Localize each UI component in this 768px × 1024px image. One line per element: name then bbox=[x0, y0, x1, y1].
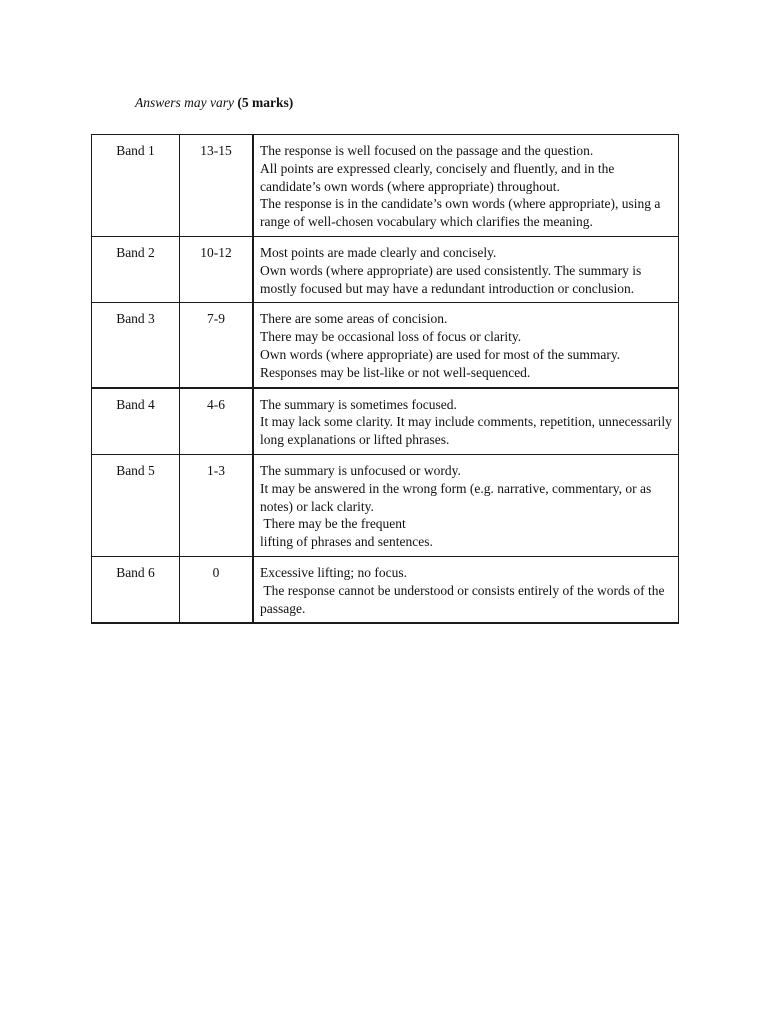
heading bbox=[135, 94, 293, 112]
band-descriptor bbox=[253, 388, 679, 455]
table-row bbox=[92, 236, 679, 302]
descriptor-line: There are some areas of concision. bbox=[260, 311, 448, 327]
band-label: Band 2 bbox=[92, 236, 180, 302]
band-descriptor bbox=[253, 135, 679, 237]
band-label: Band 4 bbox=[92, 388, 180, 455]
descriptor-line: The response is well focused on the passage and the question. bbox=[260, 143, 594, 158]
band-descriptor bbox=[253, 454, 679, 556]
band-label: Band 1 bbox=[92, 135, 180, 237]
score-range: 1-3 bbox=[180, 454, 254, 556]
band-label: Band 6 bbox=[92, 556, 180, 623]
table-row bbox=[92, 135, 679, 237]
table-row bbox=[92, 303, 679, 388]
descriptor-line: The response is in the candidate’s own words (where appropriate), using a range of well-chosen vocabulary which clarifies the meaning. bbox=[260, 196, 664, 230]
heading-note: Answers may vary bbox=[135, 95, 234, 110]
score-range: 10-12 bbox=[180, 236, 254, 302]
table-row bbox=[92, 454, 679, 556]
table-row bbox=[92, 388, 679, 455]
band-label: Band 5 bbox=[92, 454, 180, 556]
marking-rubric-table bbox=[91, 134, 679, 624]
descriptor-line: There may be occasional loss of focus or clarity. bbox=[260, 329, 522, 345]
table-row bbox=[92, 556, 679, 623]
band-descriptor bbox=[253, 303, 679, 388]
descriptor-line: There may be the frequent bbox=[260, 516, 406, 532]
band-descriptor bbox=[253, 556, 679, 623]
descriptor-line: It may be answered in the wrong form (e.g. narrative, commentary, or as notes) or lack clarity. bbox=[260, 480, 655, 514]
score-range: 0 bbox=[180, 556, 254, 623]
descriptor-line: The summary is sometimes focused. bbox=[260, 396, 457, 412]
descriptor-line: All points are expressed clearly, concisely and fluently, and in the candidate’s own words (where appropriate) throughout. bbox=[260, 160, 618, 194]
score-range: 13-15 bbox=[180, 135, 254, 237]
band-label: Band 3 bbox=[92, 303, 180, 388]
descriptor-line: The response cannot be understood or consists entirely of the words of the passage. bbox=[260, 582, 668, 616]
descriptor-line: The summary is unfocused or wordy. bbox=[260, 462, 461, 478]
descriptor-line: Own words (where appropriate) are used consistently. The summary is mostly focused but may have a redundant introduction or conclusion. bbox=[260, 262, 645, 296]
score-range: 4-6 bbox=[180, 388, 254, 455]
descriptor-line: Most points are made clearly and concisely. bbox=[260, 244, 497, 260]
descriptor-line: Excessive lifting; no focus. bbox=[260, 564, 407, 580]
descriptor-line: Responses may be list-like or not well-sequenced. bbox=[260, 364, 531, 380]
band-descriptor bbox=[253, 236, 679, 302]
descriptor-line: lifting of phrases and sentences. bbox=[260, 534, 433, 550]
descriptor-line: Own words (where appropriate) are used for most of the summary. bbox=[260, 346, 621, 362]
heading-marks: (5 marks) bbox=[237, 95, 294, 110]
score-range: 7-9 bbox=[180, 303, 254, 388]
descriptor-line: It may lack some clarity. It may include comments, repetition, unnecessarily long explanations or lifted phrases. bbox=[260, 414, 676, 448]
